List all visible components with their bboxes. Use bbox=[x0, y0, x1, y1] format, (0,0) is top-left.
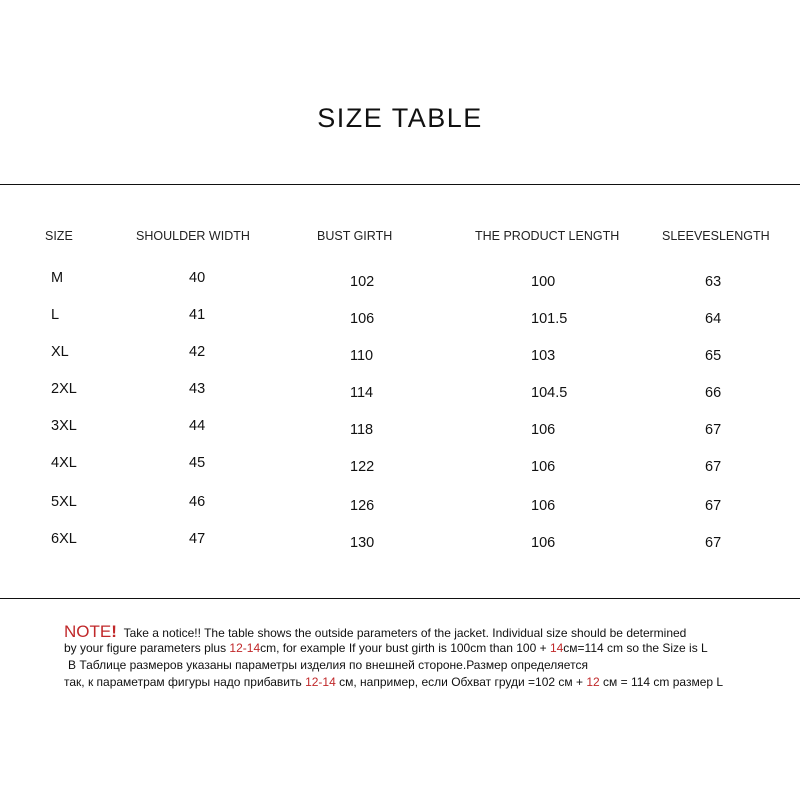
cell-bust-girth: 118 bbox=[350, 422, 374, 438]
cell-bust-girth: 110 bbox=[350, 348, 374, 364]
cell-shoulder-width: 43 bbox=[189, 381, 206, 397]
cell-size: L bbox=[51, 307, 60, 323]
cell-size: 2XL bbox=[51, 381, 77, 397]
cell-bust-girth: 102 bbox=[350, 274, 375, 290]
cell-shoulder-width: 47 bbox=[189, 531, 206, 547]
cell-bust-girth: 106 bbox=[350, 311, 375, 327]
note-line-3: В Таблице размеров указаны параметры изделия по внешней стороне.Размер определяется bbox=[68, 658, 588, 672]
cell-sleeve-length: 66 bbox=[705, 385, 722, 401]
cell-product-length: 104.5 bbox=[531, 385, 568, 401]
cell-sleeve-length: 67 bbox=[705, 498, 722, 514]
cell-shoulder-width: 44 bbox=[189, 418, 206, 434]
cell-sleeve-length: 67 bbox=[705, 535, 722, 551]
note-line-2: by your figure parameters plus 12-14cm, for example If your bust girth is 100cm than 100 + 14см=114 cm so the Size is L bbox=[64, 641, 708, 655]
page-title: SIZE TABLE bbox=[317, 103, 483, 133]
cell-product-length: 106 bbox=[531, 422, 556, 438]
cell-bust-girth: 122 bbox=[350, 459, 375, 475]
column-header-size: SIZE bbox=[45, 229, 73, 243]
cell-sleeve-length: 65 bbox=[705, 348, 722, 364]
cell-product-length: 106 bbox=[531, 535, 556, 551]
cell-sleeve-length: 64 bbox=[705, 311, 722, 327]
column-header-sleeve-length: SLEEVESLENGTH bbox=[662, 229, 770, 243]
note-text: Take a notice!! The table shows the outside parameters of the jacket. Individual size should be determined bbox=[123, 626, 687, 640]
cell-bust-girth: 130 bbox=[350, 535, 375, 551]
cell-product-length: 103 bbox=[531, 348, 556, 364]
cell-size: 4XL bbox=[51, 455, 77, 471]
cell-product-length: 106 bbox=[531, 459, 556, 475]
cell-shoulder-width: 41 bbox=[189, 307, 206, 323]
cell-sleeve-length: 67 bbox=[705, 459, 722, 475]
cell-size: 5XL bbox=[51, 494, 77, 510]
cell-bust-girth: 126 bbox=[350, 498, 375, 514]
cell-shoulder-width: 45 bbox=[189, 455, 206, 471]
cell-shoulder-width: 40 bbox=[189, 270, 206, 286]
cell-size: M bbox=[51, 270, 64, 286]
note-label: NOTE! bbox=[64, 622, 117, 641]
cell-product-length: 101.5 bbox=[531, 311, 568, 327]
cell-product-length: 100 bbox=[531, 274, 556, 290]
cell-sleeve-length: 63 bbox=[705, 274, 722, 290]
note-line-4: так, к параметрам фигуры надо прибавить 12-14 см, например, если Обхват груди =102 см + 12 см = 114 cm размер L bbox=[64, 675, 724, 689]
column-header-shoulder-width: SHOULDER WIDTH bbox=[136, 229, 250, 243]
note-line-1 bbox=[64, 622, 800, 642]
bottom-divider bbox=[0, 598, 800, 599]
cell-size: 6XL bbox=[51, 531, 77, 547]
column-header-bust-girth: BUST GIRTH bbox=[317, 229, 393, 243]
cell-sleeve-length: 67 bbox=[705, 422, 722, 438]
cell-size: 3XL bbox=[51, 418, 77, 434]
cell-product-length: 106 bbox=[531, 498, 556, 514]
column-header-product-length: THE PRODUCT LENGTH bbox=[475, 229, 620, 243]
cell-shoulder-width: 46 bbox=[189, 494, 206, 510]
cell-bust-girth: 114 bbox=[350, 385, 374, 401]
cell-size: XL bbox=[51, 344, 69, 360]
cell-shoulder-width: 42 bbox=[189, 344, 206, 360]
top-divider bbox=[0, 184, 800, 185]
